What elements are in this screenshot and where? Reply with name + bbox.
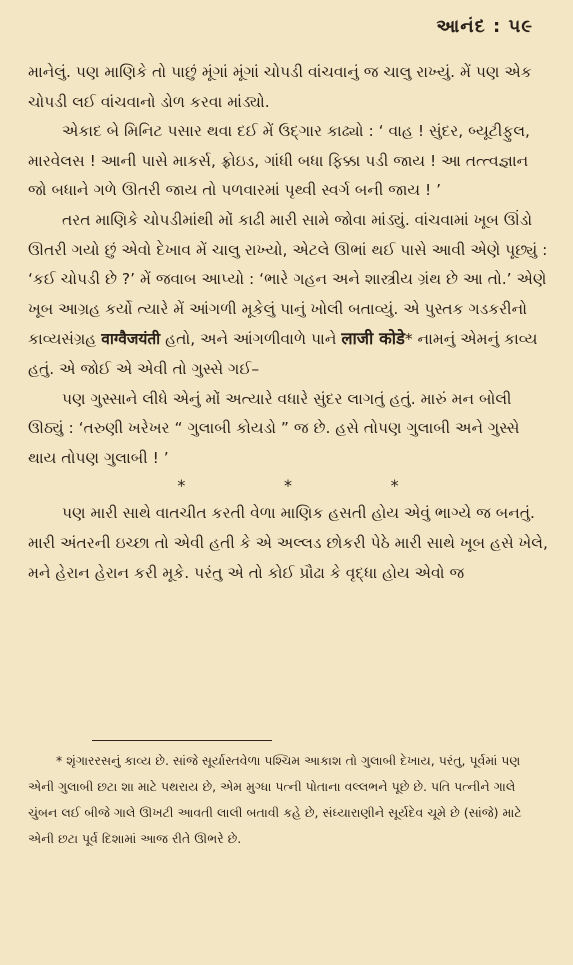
body-text [28,58,548,588]
paragraph-1: માનેલું. પણ માણિકે તો પાછું મૂંગાં મૂંગાં ચોપડી વાંચવાનું જ ચાલુ રાખ્યું. મેં પણ એક ચોપડી લઈ વાંચવાનો ડોળ કરવા માંડ્યો. [28,63,532,111]
paragraph-2: એકાદ બે મિનિટ પસાર થવા દઈ મેં ઉદ્ગાર કાઢ્યો : ‘ વાહ ! સુંદર, બ્યૂટીફુલ, મારવેલસ ! આની પાસે માકર્સ, ફ્રોઇડ, ગાંધી બધા ફિક્કા પડી જાય ! આ તત્ત્વજ્ઞાન જો બધાને ગળે ઊતરી જાય તો પળવારમાં પૃથ્વી સ્વર્ગ બની જાય ! ’ [28,122,530,200]
section-star: * [177,476,186,496]
paragraph-3 [28,206,548,385]
running-head: આનંદ : ૫૯ [436,16,533,37]
book-title: वाग्वैजयंती [101,330,161,349]
paragraph-5: પણ મારી સાથે વાતચીત કરતી વેળા માણિક હસતી હોય એવું ભાગ્યે જ બનતું. મારી અંતરની ઇચ્છા તો એવી હતી કે એ અલ્લડ છોકરી પેઠે મારી સાથે ખૂબ હસે ખેલે, મને હેરાન હેરાન કરી મૂકે. પરંતુ એ તો કોઈ પ્રૌઢા કે વૃદ્ધા હોય એવો જ [28,504,548,582]
section-star: * [390,476,399,496]
paragraph-3-part-b: હતો, અને આંગળીવાળે પાને [165,330,337,349]
footnote [28,748,548,852]
section-break [128,473,448,499]
footnote-divider [92,740,272,741]
paragraph-4: પણ ગુસ્સાને લીધે એનું મોં અત્યારે વધારે સુંદર લાગતું હતું. મારું મન બોલી ઊઠ્યું : ‘તરુણી ખરેખર “ ગુલાબી કોયડો ” જ છે. હસે તોપણ ગુલાબી અને ગુસ્સે થાય તોપણ ગુલાબી ! ’ [28,389,520,467]
section-star: * [283,476,292,496]
paragraph-3-part-a: તરત માણિકે ચોપડીમાંથી મોં કાઢી મારી સામે જોવા માંડ્યું. વાંચવામાં ખૂબ ઊંડો ઊતરી ગયો છું એવો દેખાવ મેં ચાલુ રાખ્યો, એટલે ઊભાં થઈ પાસે આવી એણે પૂછ્યું : ‘કઈ ચોપડી છે ?’ મેં જવાબ આપ્યો : ‘ભારે ગહન અને શાસ્ત્રીય ગ્રંથ છે આ તો.’ એણે ખૂબ આગ્રહ કર્યો ત્યારે મેં આંગળી મૂકેલું પાનું ખોલી બતાવ્યું. એ પુસ્તક ગડકરીનો કાવ્યસંગ્રહ [28,210,548,349]
footnote-text: * શૃંગારરસનું કાવ્ય છે. સાંજે સૂર્યાસ્તવેળા પશ્ચિમ આકાશ તો ગુલાબી દેખાય, પરંતુ, પૂર્વમાં પણ એની ગુલાબી છટા શા માટે પથરાય છે, એમ મુગ્ધા પત્ની પોતાના વલ્લભને પૂછે છે. પતિ પત્નીને ગાલે ચુંબન લઈ બીજે ગાલે ઊખટી આવતી લાલી બતાવી કહે છે, સંધ્યારાણીને સૂર્યદેવ ચૂમે છે (સાંજે) માટે એની છટા પૂર્વ દિશામાં આજ રીતે ઊભરે છે. [28,753,522,846]
poem-title: लाजी कोडे [341,329,405,349]
paragraph-3-part-c: * નામનું એમનું કાવ્ય હતું. એ જોઈ એ એવી તો ગુસ્સે ગઈ– [28,330,538,378]
